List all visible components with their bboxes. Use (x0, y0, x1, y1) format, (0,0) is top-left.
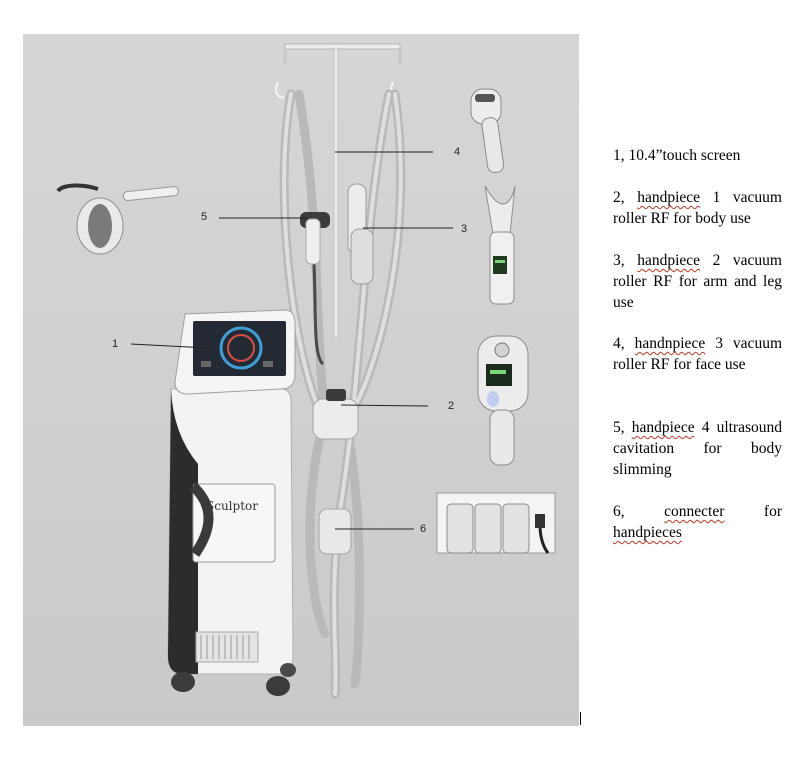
legend-description: 2 vacuum roller RF for arm and leg use (613, 252, 782, 311)
spellcheck-word: connecter (664, 503, 725, 520)
callout-4: 4 (454, 146, 461, 158)
connector-panel-inset (437, 493, 555, 553)
spellcheck-word: handpiece (637, 252, 701, 269)
callout-1: 1 (112, 338, 119, 350)
legend-item-3 (613, 250, 782, 313)
callout-6: 6 (420, 523, 427, 535)
spellcheck-word: handpiece (631, 419, 695, 436)
spellcheck-word: handpieces (613, 524, 682, 541)
legend-number: 5, (613, 419, 632, 436)
callout-5: 5 (201, 211, 208, 223)
product-photo (23, 34, 579, 726)
callout-3: 3 (461, 223, 468, 235)
legend-item-2 (613, 187, 782, 229)
handpiece-2-arm-leg-inset (485, 186, 515, 304)
legend-item-5 (613, 417, 782, 480)
callout-2: 2 (448, 400, 455, 412)
legend-item-6 (613, 501, 782, 543)
legend-description: 4 ultrasound cavitation for body slimming (613, 419, 783, 478)
legend-number: 3, (613, 252, 638, 269)
handpiece-3-face-inset (471, 89, 504, 173)
handpiece-1-body-inset (478, 336, 528, 465)
handpiece-insets (23, 34, 579, 726)
legend-description: for (724, 503, 783, 520)
legend-description: 3 vacuum roller RF for face use (613, 335, 782, 373)
text-cursor (580, 712, 581, 725)
spellcheck-word: handnpiece (634, 335, 706, 352)
legend-number: 2, (613, 189, 638, 206)
legend-item-4 (613, 333, 782, 375)
legend-item-1-text: 1, 10.4”touch screen (613, 147, 741, 164)
legend-item-1 (613, 145, 782, 166)
legend-number: 4, (613, 335, 635, 352)
spellcheck-word: handpiece (637, 189, 701, 206)
brand-name: Sculptor (206, 499, 258, 513)
legend-number: 6, (613, 503, 665, 520)
legend-description: 1 vacuum roller RF for body use (613, 189, 782, 227)
